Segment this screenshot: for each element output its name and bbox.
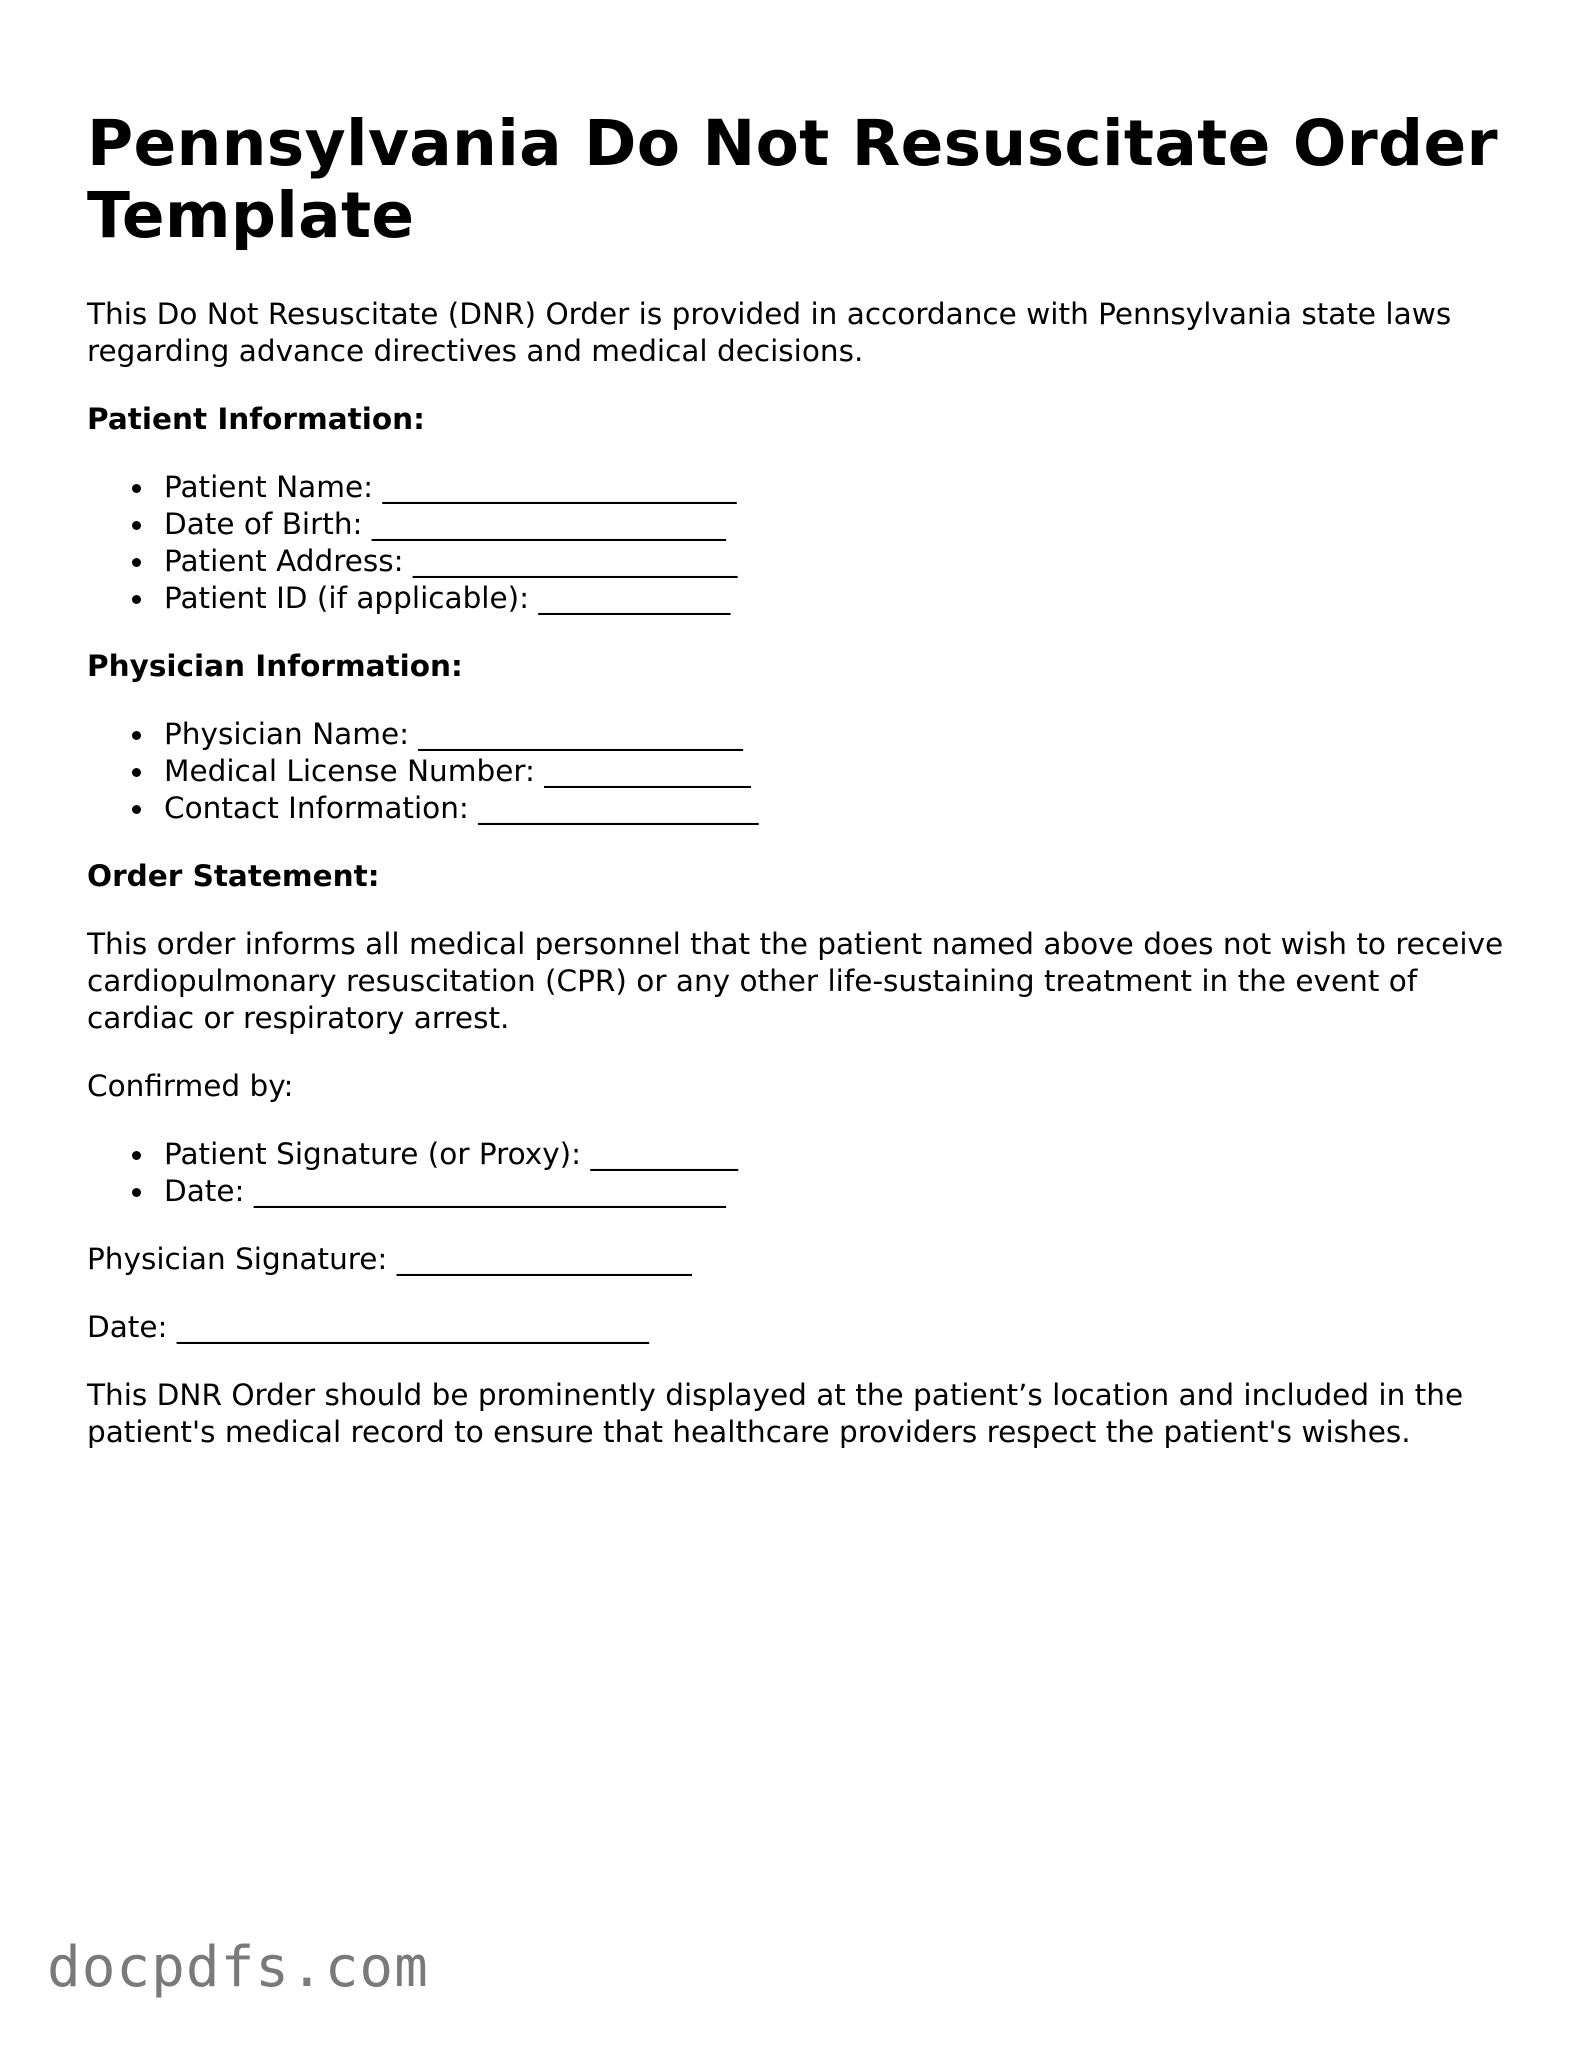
watermark: docpdfs.com bbox=[47, 1935, 429, 2000]
order-statement-paragraph: This order informs all medical personnel that the patient named above does not wish to receive cardiopulmonary resuscitation (CPR) or any other life-sustaining treatment in the event of cardiac or respiratory arrest. bbox=[87, 927, 1504, 1035]
patient-name-field: Patient Name: ________________________ bbox=[164, 469, 1507, 506]
medical-license-field: Medical License Number: ______________ bbox=[164, 753, 1507, 790]
intro-paragraph: This Do Not Resuscitate (DNR) Order is provided in accordance with Pennsylvania state laws regarding advance directives and medical decisions. bbox=[87, 297, 1452, 368]
contact-information-field: Contact Information: ___________________ bbox=[164, 790, 1507, 827]
patient-signature-field: Patient Signature (or Proxy): __________ bbox=[164, 1136, 1507, 1173]
confirmed-by-label: Confirmed by: bbox=[87, 1069, 294, 1103]
physician-info-heading: Physician Information: bbox=[87, 649, 463, 683]
order-statement-heading: Order Statement: bbox=[87, 859, 380, 893]
document-title: Pennsylvania Do Not Resuscitate Order Template bbox=[87, 107, 1498, 252]
patient-info-heading: Patient Information: bbox=[87, 402, 425, 436]
physician-info-list bbox=[87, 716, 1507, 827]
date-of-birth-field: Date of Birth: ________________________ bbox=[164, 506, 1507, 543]
physician-signature-field: Physician Signature: ____________________ bbox=[87, 1242, 692, 1276]
closing-paragraph: This DNR Order should be prominently displayed at the patient’s location and included in the patient's medical record to ensure that healthcare providers respect the patient's wishes. bbox=[87, 1378, 1464, 1449]
patient-signature-date-field: Date: ________________________________ bbox=[164, 1173, 1507, 1210]
physician-name-field: Physician Name: ______________________ bbox=[164, 716, 1507, 753]
patient-address-field: Patient Address: ______________________ bbox=[164, 543, 1507, 580]
confirmation-list bbox=[87, 1136, 1507, 1210]
physician-signature-date-field: Date: ________________________________ bbox=[87, 1310, 649, 1344]
document-page bbox=[87, 108, 1507, 1482]
patient-id-field: Patient ID (if applicable): _____________ bbox=[164, 580, 1507, 617]
patient-info-list bbox=[87, 469, 1507, 617]
